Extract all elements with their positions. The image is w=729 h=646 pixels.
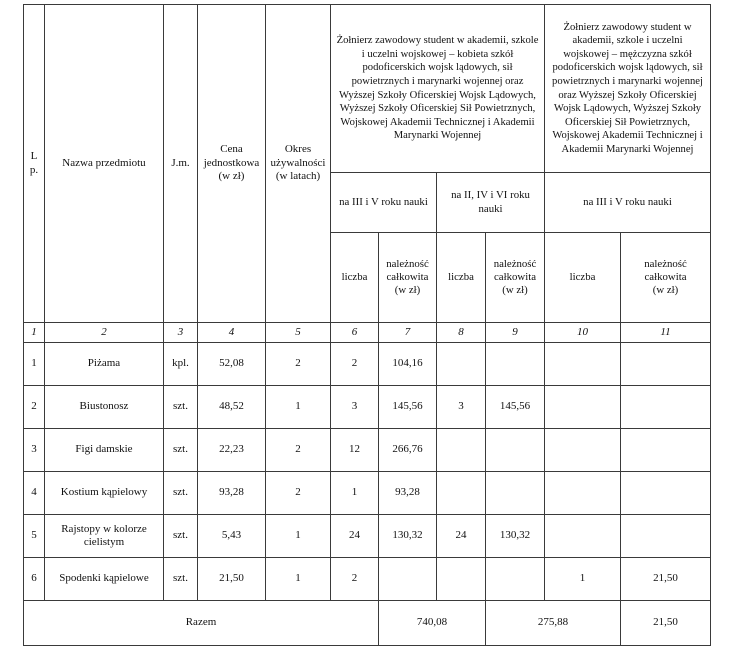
- cell-female-b-amount: 145,56: [486, 386, 545, 429]
- header-group-male: Żołnierz zawodowy student w akademii, szkole i uczelni wojskowej – mężczyzna szkół podoficerskich wojsk lądowych, sił powietrznych i marynarki wojennej oraz Wyższej Szkoły Oficerskiej Wojsk Lądowych, Wyższej Szkoły Oficerskiej Sił Powietrznych, Wojskowej Akademii Technicznej i Akademii Marynarki Wojennej: [545, 5, 711, 173]
- total-label: Razem: [24, 601, 379, 646]
- column-number-3: 3: [164, 323, 198, 343]
- cell-usage-period: 2: [266, 472, 331, 515]
- table-body: [24, 343, 711, 646]
- column-number-row: [24, 323, 711, 343]
- cell-female-b-count: [437, 429, 486, 472]
- cell-female-b-count: [437, 558, 486, 601]
- total-male: 21,50: [621, 601, 711, 646]
- header-female-b-amount-line3: (w zł): [502, 283, 528, 296]
- cell-unit-price: 5,43: [198, 515, 266, 558]
- cell-item-name: Piżama: [45, 343, 164, 386]
- total-female-b: 275,88: [486, 601, 621, 646]
- cell-male-amount: [621, 429, 711, 472]
- cell-female-b-amount: [486, 472, 545, 515]
- cell-female-b-count: 24: [437, 515, 486, 558]
- header-male-amount-line3: (w zł): [652, 283, 679, 296]
- cell-item-name: Biustonosz: [45, 386, 164, 429]
- cell-female-a-count: 2: [331, 343, 379, 386]
- cell-item-name: Figi damskie: [45, 429, 164, 472]
- cell-unit-price: 52,08: [198, 343, 266, 386]
- table-head: [24, 5, 711, 343]
- header-female-b-amount-line2: całkowita: [494, 271, 536, 284]
- header-unit-price-line3: (w zł): [218, 170, 245, 183]
- cell-unit: szt.: [164, 515, 198, 558]
- norms-table: [23, 4, 711, 646]
- header-unit-price-line2: jednostkowa: [203, 156, 260, 169]
- header-male-amount: [621, 233, 711, 323]
- cell-male-count: [545, 429, 621, 472]
- table-row: [24, 558, 711, 601]
- cell-male-count: 1: [545, 558, 621, 601]
- table-row: [24, 515, 711, 558]
- cell-unit-price: 22,23: [198, 429, 266, 472]
- cell-female-b-amount: [486, 343, 545, 386]
- header-usage-period: [266, 5, 331, 323]
- cell-male-count: [545, 472, 621, 515]
- column-number-2: 2: [45, 323, 164, 343]
- table-row: [24, 343, 711, 386]
- cell-female-b-amount: [486, 558, 545, 601]
- total-female-a: 740,08: [379, 601, 486, 646]
- cell-female-a-count: 3: [331, 386, 379, 429]
- cell-female-a-count: 1: [331, 472, 379, 515]
- cell-male-count: [545, 343, 621, 386]
- header-usage-period-line1: Okres: [284, 142, 312, 155]
- header-female-a-count: liczba: [331, 233, 379, 323]
- header-unit: J.m.: [164, 5, 198, 323]
- header-male-count: liczba: [545, 233, 621, 323]
- cell-lp: 1: [24, 343, 45, 386]
- column-number-5: 5: [266, 323, 331, 343]
- header-lp: Lp.: [24, 5, 45, 323]
- header-female-years-b: na II, IV i VI roku nauki: [437, 173, 545, 233]
- cell-male-amount: [621, 343, 711, 386]
- cell-female-a-count: 24: [331, 515, 379, 558]
- header-usage-period-line3: (w latach): [275, 170, 321, 183]
- header-male-amount-line2: całkowita: [644, 271, 687, 284]
- column-number-8: 8: [437, 323, 486, 343]
- cell-unit: szt.: [164, 386, 198, 429]
- cell-female-a-count: 2: [331, 558, 379, 601]
- column-number-6: 6: [331, 323, 379, 343]
- cell-male-amount: 21,50: [621, 558, 711, 601]
- cell-usage-period: 1: [266, 515, 331, 558]
- cell-unit-price: 93,28: [198, 472, 266, 515]
- header-unit-price: [198, 5, 266, 323]
- table-row: [24, 429, 711, 472]
- cell-unit-price: 48,52: [198, 386, 266, 429]
- cell-female-a-amount: 93,28: [379, 472, 437, 515]
- header-name: Nazwa przedmiotu: [45, 5, 164, 323]
- cell-lp: 6: [24, 558, 45, 601]
- total-row: [24, 601, 711, 646]
- cell-male-amount: [621, 472, 711, 515]
- cell-female-a-amount: 145,56: [379, 386, 437, 429]
- cell-female-a-count: 12: [331, 429, 379, 472]
- header-row-main: [24, 5, 711, 173]
- cell-female-a-amount: [379, 558, 437, 601]
- cell-female-b-amount: 130,32: [486, 515, 545, 558]
- cell-usage-period: 1: [266, 386, 331, 429]
- table-row: [24, 386, 711, 429]
- header-female-b-amount-line1: należność: [493, 258, 537, 271]
- column-number-4: 4: [198, 323, 266, 343]
- column-number-9: 9: [486, 323, 545, 343]
- column-number-1: 1: [24, 323, 45, 343]
- cell-item-name: Kostium kąpielowy: [45, 472, 164, 515]
- cell-usage-period: 2: [266, 343, 331, 386]
- header-female-b-amount: [486, 233, 545, 323]
- header-group-female: Żołnierz zawodowy student w akademii, szkole i uczelni wojskowej – kobieta szkół podoficerskich wojsk lądowych, sił powietrznych i marynarki wojennej oraz Wyższej Szkoły Oficerskiej Wojsk Lądowych, Wyższej Szkoły Oficerskiej Sił Powietrznych, Wojskowej Akademii Technicznej i Akademii Marynarki Wojennej: [331, 5, 545, 173]
- header-male-amount-line1: należność: [644, 258, 687, 271]
- cell-male-count: [545, 386, 621, 429]
- cell-unit-price: 21,50: [198, 558, 266, 601]
- cell-female-a-amount: 266,76: [379, 429, 437, 472]
- cell-female-b-count: [437, 343, 486, 386]
- cell-female-a-amount: 104,16: [379, 343, 437, 386]
- cell-female-a-amount: 130,32: [379, 515, 437, 558]
- cell-item-name: Rajstopy w kolorze cielistym: [45, 515, 164, 558]
- header-female-a-amount: [379, 233, 437, 323]
- cell-female-b-amount: [486, 429, 545, 472]
- column-number-11: 11: [621, 323, 711, 343]
- column-number-10: 10: [545, 323, 621, 343]
- cell-male-count: [545, 515, 621, 558]
- cell-unit: szt.: [164, 429, 198, 472]
- cell-lp: 2: [24, 386, 45, 429]
- header-female-a-amount-line3: (w zł): [394, 283, 421, 296]
- cell-male-amount: [621, 386, 711, 429]
- header-female-b-count: liczba: [437, 233, 486, 323]
- cell-lp: 3: [24, 429, 45, 472]
- cell-item-name: Spodenki kąpielowe: [45, 558, 164, 601]
- cell-unit: szt.: [164, 472, 198, 515]
- header-male-years-a: na III i V roku nauki: [545, 173, 711, 233]
- header-female-years-a: na III i V roku nauki: [331, 173, 437, 233]
- header-female-a-amount-line1: należność: [386, 258, 429, 271]
- cell-unit: szt.: [164, 558, 198, 601]
- cell-lp: 5: [24, 515, 45, 558]
- column-number-7: 7: [379, 323, 437, 343]
- header-usage-period-line2: używalności: [270, 156, 326, 169]
- header-female-a-amount-line2: całkowita: [386, 271, 429, 284]
- cell-male-amount: [621, 515, 711, 558]
- cell-usage-period: 2: [266, 429, 331, 472]
- cell-female-b-count: 3: [437, 386, 486, 429]
- cell-usage-period: 1: [266, 558, 331, 601]
- cell-female-b-count: [437, 472, 486, 515]
- cell-unit: kpl.: [164, 343, 198, 386]
- table-row: [24, 472, 711, 515]
- cell-lp: 4: [24, 472, 45, 515]
- header-unit-price-line1: Cena: [220, 142, 243, 155]
